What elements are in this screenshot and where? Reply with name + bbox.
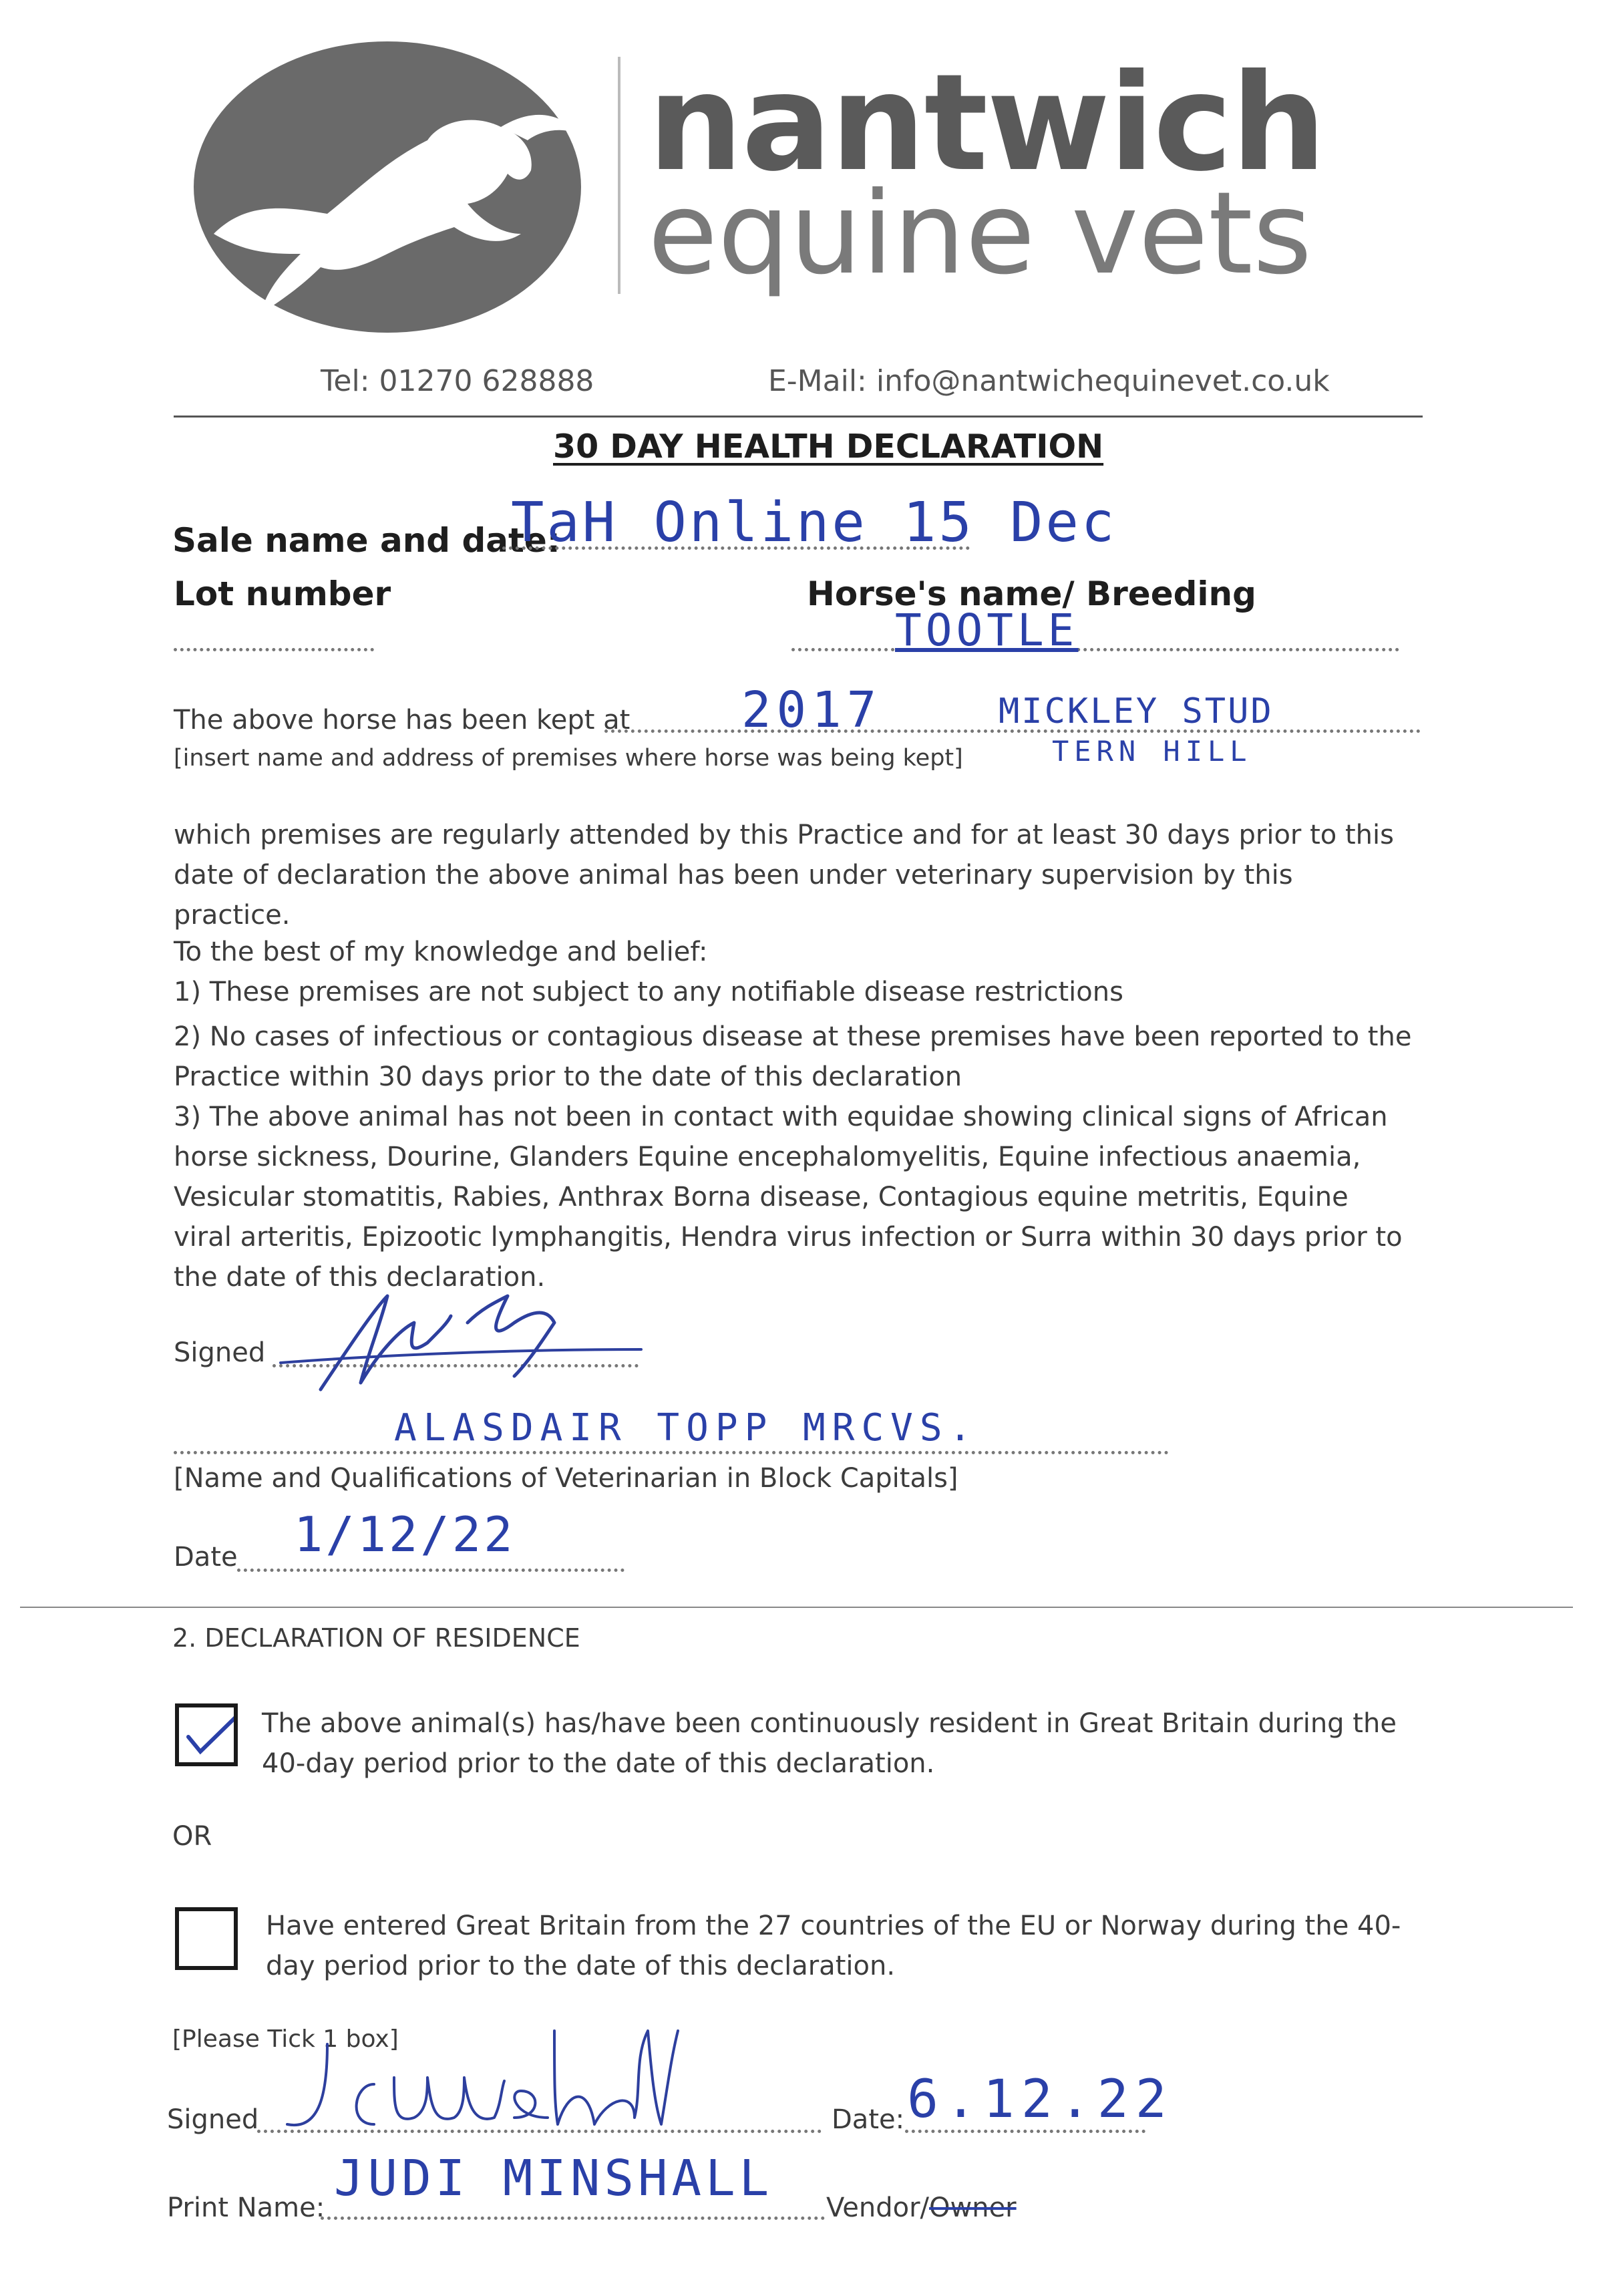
belief-item-2: 2) No cases of infectious or contagious disease at these premises have been reported to the Practice within 30 days prior to the date of this declaration	[174, 1021, 1412, 1092]
sale-label: Sale name and date:	[172, 521, 560, 560]
option-entered-text: Have entered Great Britain from the 27 countries of the EU or Norway during the 40-day period prior to the date of this declaration.	[266, 1911, 1401, 1981]
lot-label: Lot number	[174, 575, 391, 613]
phone-text: Tel: 01270 628888	[321, 364, 594, 398]
email-text: E-Mail: info@nantwichequinevet.co.uk	[768, 364, 1330, 398]
brand-line2: equine vets	[648, 168, 1312, 300]
horse-logo-icon	[187, 33, 588, 341]
kept-value-place2[interactable]: TERN HILL	[1052, 735, 1252, 768]
or-label: OR	[172, 1821, 212, 1852]
lot-field-line	[174, 648, 374, 651]
belief-item-1: 1) These premises are not subject to any notifiable disease restrictions	[174, 977, 1123, 1007]
vet-name-field-line	[174, 1451, 1169, 1454]
resident-checkbox[interactable]	[175, 1703, 238, 1766]
print-name-value[interactable]: JUDI MINSHALL	[334, 2150, 773, 2207]
vendor-date-field-line	[905, 2130, 1145, 2133]
vendor-signed-label: Signed	[167, 2104, 259, 2135]
kept-hint: [insert name and address of premises where horse was being kept]	[174, 745, 963, 772]
kept-label: The above horse has been kept at	[174, 705, 631, 735]
sale-value[interactable]: TaH Online 15 Dec	[511, 491, 1117, 554]
header-rule	[174, 416, 1423, 418]
option-resident-text: The above animal(s) has/have been continuously resident in Great Britain during the 40-day period prior to the date of this declaration.	[262, 1708, 1397, 1779]
print-name-field-line	[321, 2217, 825, 2220]
role-label	[826, 2192, 1017, 2223]
kept-value-year[interactable]: 2017	[741, 681, 882, 739]
logo-divider	[618, 57, 620, 294]
vet-date-field-line	[237, 1569, 624, 1572]
supervision-paragraph: which premises are regularly attended by this Practice and for at least 30 days prior to this date of declaration the above animal has been under veterinary supervision by this practice.	[174, 820, 1394, 931]
vet-date-value[interactable]: 1/12/22	[294, 1506, 516, 1563]
role-vendor: Vendor/	[826, 2192, 930, 2223]
vendor-signature-icon[interactable]	[260, 2017, 768, 2144]
belief-item-3: 3) The above animal has not been in contact with equidae showing clinical signs of African horse sickness, Dourine, Glanders Equine encephalomyelitis, Equine infectious anaemia, Vesicular stomatitis, Rabies, Anthrax Borna disease, Contagious equine metritis, Equine viral arteritis, Epizootic lymphangitis, Hendra virus infection or Surra within 30 days prior to the date of this declaration.	[174, 1102, 1403, 1293]
vet-signature-icon[interactable]	[267, 1283, 668, 1416]
belief-intro: To the best of my knowledge and belief:	[174, 937, 708, 967]
brand-line1: nantwich	[648, 45, 1325, 201]
vet-signed-label: Signed	[174, 1337, 266, 1368]
vet-name-hint: [Name and Qualifications of Veterinarian in Block Capitals]	[174, 1463, 958, 1494]
checkmark-icon	[179, 1707, 234, 1762]
horse-field-line	[791, 648, 1399, 651]
residence-heading: 2. DECLARATION OF RESIDENCE	[172, 1623, 580, 1653]
kept-value-place[interactable]: MICKLEY STUD	[999, 691, 1274, 731]
vendor-date-value[interactable]: 6.12.22	[907, 2070, 1174, 2130]
role-owner-struck: Owner	[929, 2192, 1017, 2223]
vendor-date-label: Date:	[832, 2104, 905, 2135]
vet-name-value[interactable]: ALASDAIR TOPP MRCVS.	[394, 1406, 978, 1450]
horse-label: Horse's name/ Breeding	[807, 575, 1256, 613]
declaration-title: 30 DAY HEALTH DECLARATION	[553, 428, 1104, 466]
tick-hint: [Please Tick 1 box]	[172, 2025, 399, 2053]
section-rule	[20, 1607, 1573, 1608]
vet-date-label: Date	[174, 1542, 238, 1573]
entered-checkbox[interactable]	[175, 1907, 238, 1970]
print-name-label: Print Name:	[167, 2192, 325, 2223]
horse-value[interactable]: TOOTLE	[895, 605, 1079, 656]
